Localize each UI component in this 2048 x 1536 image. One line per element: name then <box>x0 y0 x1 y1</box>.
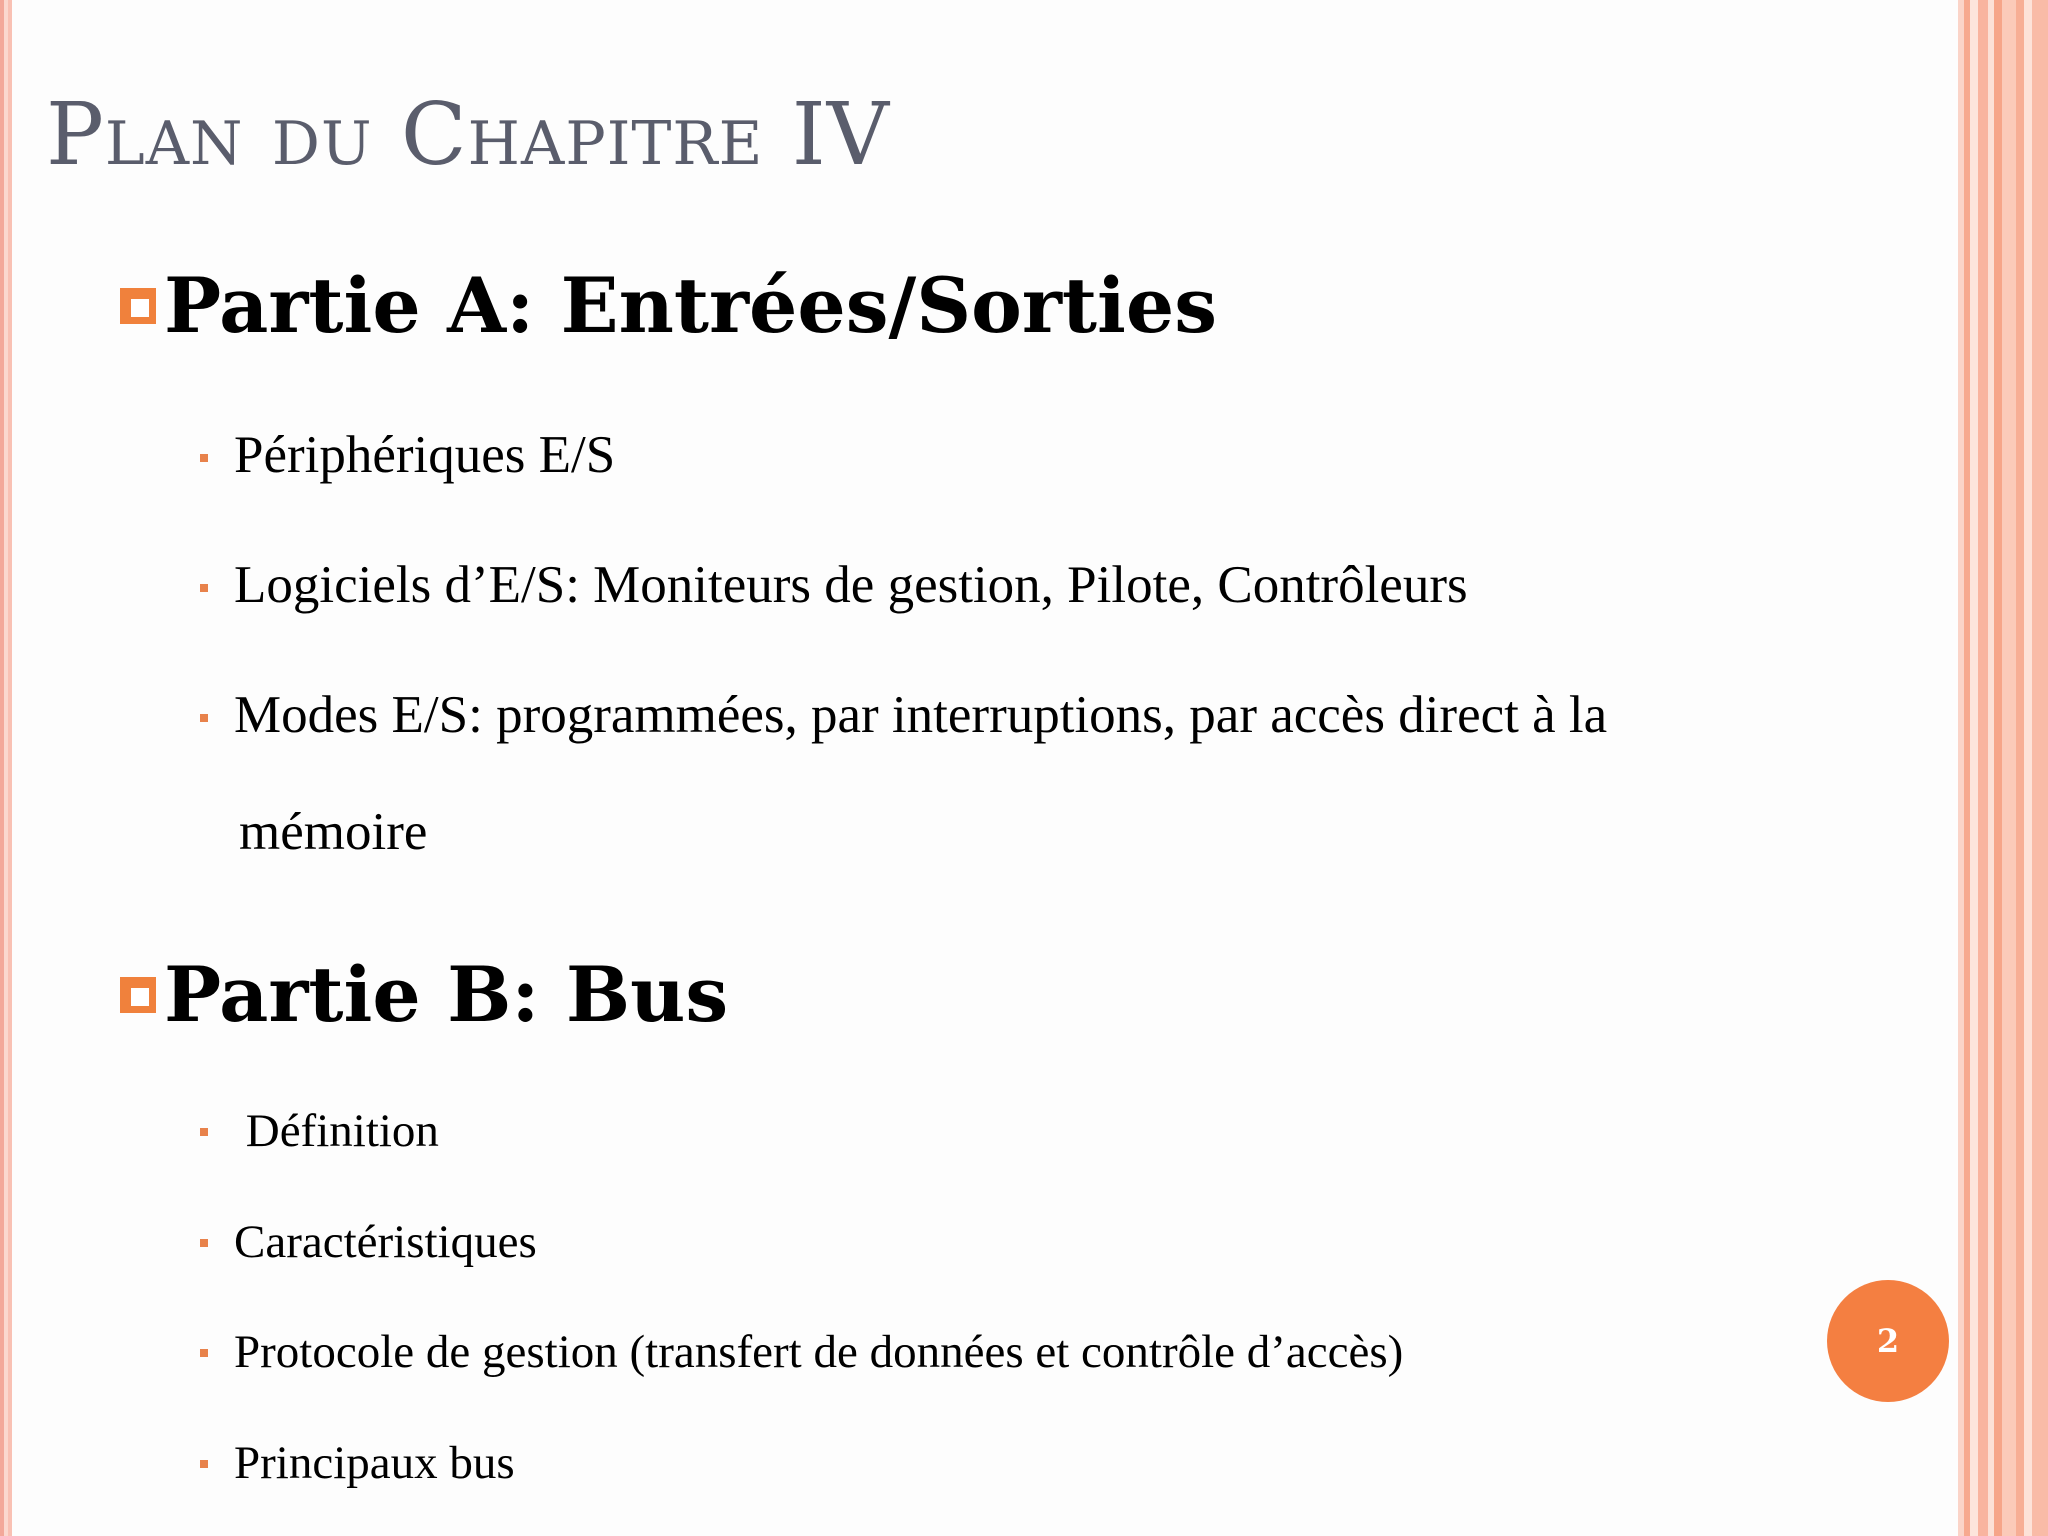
list-item: Définition <box>200 1108 439 1155</box>
list-item: Logiciels d’E/S: Moniteurs de gestion, Pilote, Contrôleurs <box>200 559 1468 612</box>
page-number: 2 <box>1876 1322 1900 1360</box>
right-decorative-stripes <box>1958 0 2048 1536</box>
page-number-badge <box>1827 1280 1949 1402</box>
square-bullet-icon <box>200 714 208 722</box>
square-bullet-icon <box>200 454 208 462</box>
left-decorative-border <box>0 0 12 1536</box>
section-heading-text: Partie A: Entrées/Sorties <box>164 261 1217 350</box>
square-bullet-icon <box>200 1239 208 1247</box>
list-item: Modes E/S: programmées, par interruptions, par accès direct à la <box>200 689 1607 742</box>
list-item: Périphériques E/S <box>200 429 615 482</box>
slide-title: Plan du Chapitre IV <box>46 85 890 185</box>
section-heading-partie-b <box>120 950 729 1039</box>
square-bullet-icon <box>200 1128 208 1136</box>
square-bullet-icon <box>200 1460 208 1468</box>
list-item: Protocole de gestion (transfert de données et contrôle d’accès) <box>200 1329 1403 1376</box>
checkbox-square-icon <box>120 977 156 1013</box>
list-item: Caractéristiques <box>200 1219 537 1266</box>
list-item-continuation: mémoire <box>239 803 428 861</box>
checkbox-square-icon <box>120 288 156 324</box>
list-item: Principaux bus <box>200 1440 515 1487</box>
square-bullet-icon <box>200 1349 208 1357</box>
square-bullet-icon <box>200 584 208 592</box>
section-heading-text: Partie B: Bus <box>164 950 729 1039</box>
section-heading-partie-a <box>120 261 1217 350</box>
